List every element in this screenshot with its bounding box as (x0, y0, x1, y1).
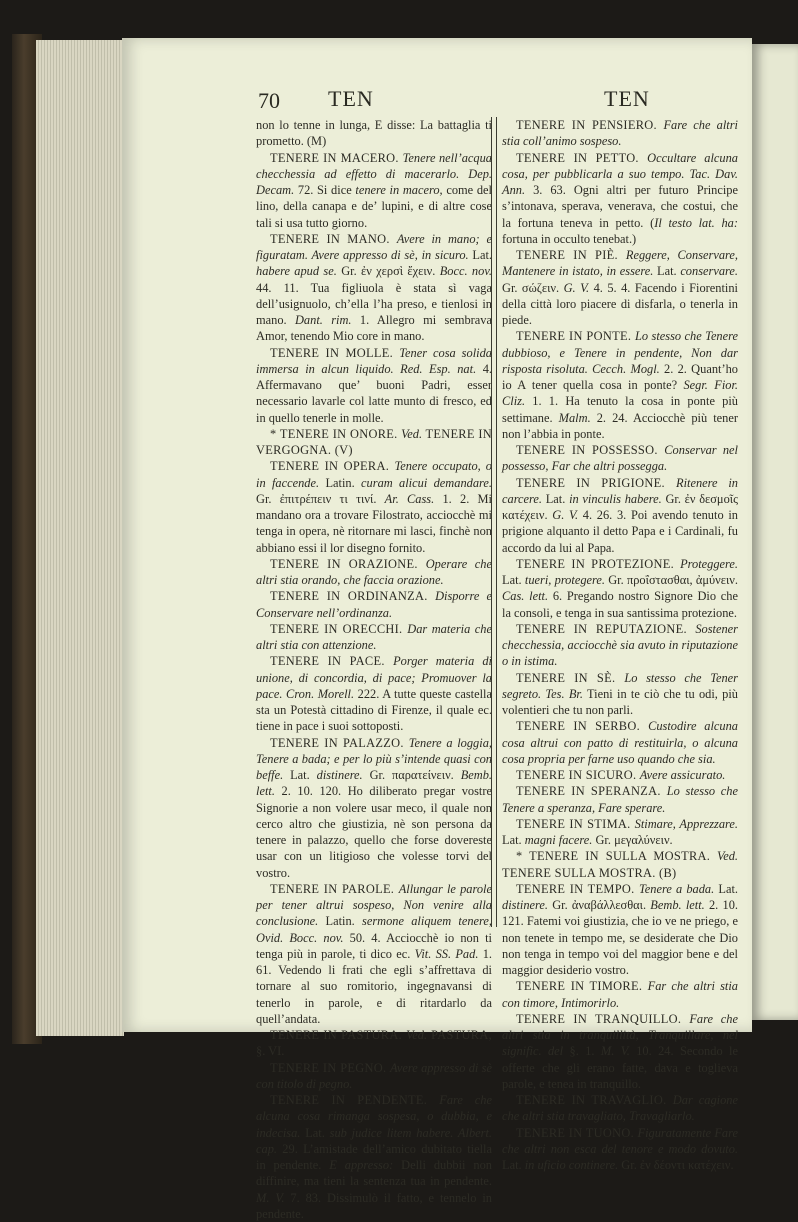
dictionary-entry (256, 1060, 492, 1093)
entry-text: Lat. (502, 1158, 525, 1172)
entry-definition: Lo stesso che Tenere dubbioso, e Tenere in pendente, Non dar risposta risoluta. Cecch. Mogl. (502, 329, 738, 376)
entry-definition: Ved. (717, 849, 738, 864)
entry-text: Latin. (318, 914, 363, 929)
entry-headword: TENERE IN PEGNO. (270, 1060, 391, 1075)
entry-headword: TENERE IN ORECCHI. (270, 621, 408, 636)
page-edges (36, 40, 124, 1036)
entry-text: come del lino, della canapa e de’ lupini, e di altre cose tali si usa tutto giorno. (256, 183, 492, 230)
entry-definition: Fare che altri stia in tranquillità, Tranquillare, nel signific. del (502, 1011, 739, 1059)
dictionary-entry (256, 1092, 492, 1222)
entry-text: 1. 61. Vedendo li frati che egli s’affrettava di tornare al suo romitorio, ingegnavansi di tenerlo in parole, e di ritardarlo da quell’andata. (256, 946, 492, 1026)
entry-definition: Figuratamente Fare che altri non esca del tenore e modo dovuto. (502, 1125, 738, 1156)
entry-definition: curam alicui demandare. (361, 475, 492, 490)
dictionary-entry (256, 881, 492, 1027)
entry-headword: TENERE IN TIMORE. (516, 979, 648, 994)
entry-text: Gr. ἐν χερσὶ ἔχειν. (336, 264, 440, 279)
entry-text: Lat. (653, 264, 681, 279)
entry-text: Delli dubbii non diffinire, ma tieni la sentenza tua in pendente. (256, 1158, 492, 1189)
entry-headword: TENERE IN OPERA. (270, 459, 395, 474)
dictionary-entry (502, 556, 738, 621)
running-head-right: TEN (604, 86, 650, 111)
entry-text: Lat. (542, 491, 570, 506)
entry-headword: TENERE IN ORDINANZA. (270, 589, 436, 604)
dictionary-entry (502, 848, 738, 881)
entry-headword: TENERE IN VERGOGNA. (V) (256, 426, 492, 457)
entry-headword: TENERE IN PASTURA. (270, 1028, 407, 1042)
dictionary-entry (256, 588, 492, 621)
entry-text: 7. 83. Dissimulò il fatto, e tennelo in pendente. (256, 1190, 492, 1221)
entry-definition: Bocc. nov. (439, 264, 492, 279)
entry-headword: TENERE IN PONTE. (516, 329, 635, 344)
entry-definition: E appresso: (329, 1158, 394, 1172)
entry-definition: in uficio continere. (524, 1158, 619, 1172)
entry-text: Gr. ἐπιτρέπειν τι τινί. (256, 491, 385, 506)
entry-definition: tenere in macero, (355, 183, 443, 197)
entry-definition: Ved. (406, 1028, 428, 1042)
entry-definition: Allungar le parole per tener altrui sospeso, Non venire alla conclusione. (256, 881, 492, 929)
entry-definition: Ved. (401, 426, 423, 441)
dictionary-entry (502, 978, 738, 1011)
column-divider (491, 117, 497, 927)
entry-text: 2. 10. 120. Ho diliberato pregar vostre Signorie a non volere usar meco, il quale non cerco altro che giustizia, nè son persona da tenere in palazzo, quello che forse dovereste usar con un litigioso che volesse torvi del vostro. (256, 784, 492, 880)
entry-headword: TENERE IN TUONO. (516, 1125, 638, 1140)
entry-definition: Dant. rim. (294, 313, 352, 327)
entry-definition: Disporre e Conservare nell’ordinanza. (256, 589, 492, 620)
entry-definition: Tener cosa solida immersa in alcun liquido. Red. Esp. nat. (256, 345, 492, 376)
entry-headword: TENERE IN SICURO. (516, 768, 640, 782)
entry-definition: conservare. (680, 264, 738, 279)
entry-headword: TENERE IN POSSESSO. (516, 443, 665, 457)
entry-text: Lat. (502, 573, 525, 587)
dictionary-entry (256, 621, 492, 654)
entry-definition: Avere appresso di sè con titolo di pegno. (256, 1060, 492, 1091)
dictionary-entry (256, 556, 492, 589)
entry-definition: sub judice litem habere. Albert. cap. (256, 1125, 493, 1156)
entry-definition: habere apud se. (256, 264, 337, 279)
entry-text: Gr. ἐν δεσμοῖς κατέχειν. (502, 491, 739, 522)
entry-text: 1. 1. Ha tenuto la cosa in ponte più settimane. (502, 394, 738, 425)
entry-headword: TENERE SULLA MOSTRA. (B) (502, 865, 677, 880)
entry-definition: Conservar nel possesso, Far che altri possegga. (502, 443, 738, 474)
dictionary-entry (502, 621, 738, 670)
entry-headword: TENERE IN PROTEZIONE. (516, 556, 681, 571)
dictionary-entry (502, 150, 738, 248)
entry-definition: Vit. SS. Pad. (414, 946, 479, 961)
entry-text: 2. 24. Acciocchè più tener non l’abbia in ponte. (502, 410, 738, 441)
entry-headword: TENERE IN PENDENTE. (270, 1093, 440, 1107)
dictionary-entry (256, 150, 492, 231)
entry-definition: Lo stesso che Tener segreto. Tes. Br. (502, 670, 738, 701)
entry-text: Gr. σώζειν. (502, 280, 564, 295)
entry-definition: Bemb. lett. (256, 768, 493, 799)
dictionary-entry (502, 670, 738, 719)
entry-text: 72. Si dice (294, 183, 356, 197)
dictionary-entry (502, 1092, 738, 1125)
entry-text: 4. 5. 4. Facendo i Fiorentini della città loro piacere di disfarla, o tenerla in piede. (502, 280, 738, 327)
entry-text: 1. 2. Mi mandano ora a trovare Filostrato, acciocchè mi tenga in opera, nè ritornare mi lasci, finchè non abbiano essi il lor disegno fornito. (256, 491, 493, 555)
dictionary-entry (256, 653, 492, 734)
entry-definition: G. V. (563, 280, 590, 295)
entry-definition: Avere in mano; e figuratam. Avere appresso di sè, in sicuro. (256, 231, 492, 262)
right-column (502, 117, 738, 1173)
entry-definition: distinere. (502, 898, 548, 912)
entry-text: Lat. (502, 833, 525, 847)
dictionary-entry (502, 475, 738, 556)
entry-definition: magni facere. (524, 833, 593, 847)
entry-headword: TENERE IN TRAVAGLIO. (516, 1093, 673, 1107)
entry-text: Tieni in te ciò che tu odi, più volentieri che tu non parli. (502, 686, 738, 717)
entry-definition: distinere. (316, 768, 363, 782)
entry-headword: TENERE IN MANO. (270, 231, 397, 246)
entry-definition: in vinculis habere. (569, 491, 662, 506)
entry-text: 4. 26. 3. Poi avendo tenuto in prigione alquanto il detto Papa e i Cardinali, fu accordo da lui al Papa. (502, 508, 738, 555)
running-head-left: TEN (328, 86, 374, 111)
entry-definition: G. V. (552, 508, 579, 522)
entry-definition: Lo stesso che Tenere a speranza, Fare sperare. (502, 784, 738, 815)
entry-definition: sermone aliquem tenere, Ovid. Bocc. nov. (256, 914, 492, 945)
entry-text: 29. L’amistade dell’amico dubitato tiella in pendente. (256, 1141, 492, 1172)
entry-text: 10. 24. Secondo le offerte che gli erano fatte, dava e toglieva parole, e tenea in tranquillo. (502, 1044, 738, 1091)
entry-definition: Fare che alcuna cosa rimanga sospesa, o dubbia, e indecisa. (256, 1093, 492, 1140)
entry-headword: TENERE IN PRIGIONE. (516, 475, 676, 490)
entry-headword: TENERE IN PACE. (270, 654, 394, 669)
dictionary-entry (256, 426, 492, 459)
dictionary-entry (502, 767, 738, 783)
entry-headword: TENERE IN PALAZZO. (270, 735, 409, 750)
dictionary-entry (502, 117, 738, 150)
entry-definition: Occultare alcuna cosa, per pubblicarla a suo tempo. Tac. Dav. Ann. (502, 150, 739, 197)
page-number: 70 (258, 88, 280, 113)
entry-headword: TENERE IN SPERANZA. (516, 784, 667, 799)
dictionary-entry (502, 1011, 738, 1092)
entry-text: 50. 4. Acciocchè io non ti tenga più in parole, ti dico ec. (256, 930, 492, 961)
entry-text: Lat. (300, 1125, 330, 1140)
entry-text: §. 1. (563, 1044, 601, 1059)
entry-headword: TENERE IN ORAZIONE. (270, 556, 426, 571)
entry-text: §. VI. (256, 1044, 285, 1059)
entry-text: Latin. (319, 475, 362, 490)
dictionary-entry (502, 442, 738, 475)
entry-definition: Segr. Fior. Cliz. (502, 378, 738, 409)
entry-definition: tueri, protegere. (524, 573, 605, 587)
entry-text: Lat. (714, 881, 738, 896)
entry-definition: Far che altri stia con timore, Intimorirlo. (502, 979, 739, 1010)
entry-definition: M. V. (256, 1190, 285, 1205)
entry-definition: Operare che altri stia orando, che faccia orazione. (256, 556, 492, 587)
dictionary-entry (256, 1027, 492, 1060)
entry-definition: Dar cagione che altri stia travagliato, Travagliarlo. (502, 1093, 738, 1124)
entry-text: 222. A tutte queste castella sta un Potestà cittadino di Firenze, il quale ec. tiene in pace i suoi sottoposti. (256, 686, 492, 734)
entry-headword: * TENERE IN SULLA MOSTRA. (516, 849, 717, 864)
entry-definition: Avere assicurato. (639, 768, 726, 782)
entry-text: fortuna in occulto tenebat.) (502, 231, 637, 246)
entry-definition: Tenere occupato, o in faccende. (256, 459, 492, 490)
dictionary-entry (502, 1125, 738, 1174)
entry-headword: PASTURA, (427, 1028, 492, 1042)
next-page-edge (752, 44, 798, 1020)
entry-text: Gr. μεγαλύνειν. (592, 833, 673, 847)
entry-definition: Porger materia di unione, di concordia, di pace; Promuover la pace. Cron. Morell. (256, 654, 492, 701)
entry-definition: M. V. (600, 1044, 630, 1059)
entry-definition: Tenere a bada. (639, 881, 715, 896)
entry-definition: Il testo lat. ha: (654, 215, 738, 230)
entry-headword: TENERE IN PIÈ. (516, 248, 626, 262)
dictionary-entry (502, 328, 738, 442)
entry-headword: TENERE IN PAROLE. (270, 881, 399, 896)
entry-headword: TENERE IN SÈ. (516, 670, 625, 685)
entry-headword: TENERE IN REPUTAZIONE. (516, 621, 696, 636)
entry-text: 44. 11. Tua figliuola è stata sì vaga dell’usignuolo, ch’ella l’ha preso, e tienlosi in mano. (256, 280, 492, 327)
entry-headword: TENERE IN STIMA. (516, 816, 635, 831)
entry-text: Gr. ἐν δέοντι κατέχειν. (618, 1158, 734, 1172)
dictionary-entry (256, 458, 492, 556)
entry-definition: Tenere nell’acqua checchessia ad effetto di macerarlo. Dep. Decam. (256, 150, 492, 197)
entry-definition: Sostener checchessia, acciocchè sia avuto in riputazione o in istima. (502, 621, 738, 669)
entry-definition: Stimare, Apprezzare. (634, 816, 738, 831)
entry-headword: TENERE IN MOLLE. (270, 345, 400, 360)
entry-text: non lo tenne in lunga, E disse: La battaglia ti prometto. (M) (256, 118, 492, 149)
entry-definition: Reggere, Conservare, Mantenere in istato, in essere. (502, 248, 738, 279)
entry-definition: Custodire alcuna cosa altrui con patto di restituirla, o alcuna cosa propria per farne uso quando che sia. (502, 719, 738, 766)
entry-text: 2. 2. Quant’ho io A tener quella cosa in ponte? (502, 361, 738, 392)
entry-definition: Dar materia che altri stia con attenzione. (256, 621, 492, 652)
entry-headword: TENERE IN PENSIERO. (516, 118, 664, 132)
dictionary-entry (502, 247, 738, 328)
dictionary-entry (256, 231, 492, 345)
entry-text: Gr. ἀναβάλλεσθαι. (548, 898, 651, 912)
dictionary-entry (502, 718, 738, 767)
entry-headword: TENERE IN SERBO. (516, 719, 649, 734)
entry-headword: TENERE IN TEMPO. (516, 881, 640, 896)
entry-text: 6. Pregando nostro Signore Dio che la consoli, e tenga in sua santissima protezione. (502, 589, 738, 620)
entry-headword: * TENERE IN ONORE. (270, 426, 402, 441)
entry-definition: Malm. (558, 410, 591, 425)
entry-definition: Bemb. lett. (650, 898, 705, 912)
entry-text: 4. Affermavano que’ buoni Padri, esser necessario lavarle col latte munto di fresco, ed in quello tenerle in molle. (256, 361, 492, 425)
entry-definition: Tenere a loggia, Tenere a bada; e per lo più s’intende quasi con beffe. (256, 735, 492, 782)
entry-headword: TENERE IN MACERO. (270, 150, 403, 165)
entry-text: Gr. προΐστασθαι, ἀμύνειν. (604, 573, 738, 587)
dictionary-entry (502, 783, 738, 816)
entry-text: 3. 63. Ogni altri per futuro Principe s’intonava, sperava, venerava, che costui, che la fortuna teneva in petto. ( (502, 183, 738, 230)
entry-text: Lat. (468, 248, 492, 262)
entry-headword: TENERE IN TRANQUILLO. (516, 1011, 690, 1026)
entry-definition: Cas. lett. (502, 589, 549, 604)
entry-headword: TENERE IN PETTO. (516, 150, 648, 165)
entry-definition: Ar. Cass. (384, 491, 435, 506)
dictionary-entry (256, 117, 492, 150)
entry-text: Gr. παρατείνειν. (362, 768, 461, 782)
entry-text: Lat. (283, 768, 317, 782)
dictionary-entry (502, 816, 738, 849)
entry-text: 1. Allegro mi sembrava Amor, tenendo Mio core in mano. (256, 313, 492, 344)
entry-definition: Fare che altri stia coll’animo sospeso. (502, 118, 738, 149)
dictionary-entry (256, 345, 492, 426)
entry-text: 2. 10. 121. Fatemi voi giustizia, che io ve ne priego, e non tenete in tempo me, se desiderate che Dio non tenga in tempo voi del maggior bene e del maggior desiderio vostro. (502, 898, 738, 977)
entry-definition: Ritenere in carcere. (502, 475, 738, 506)
dictionary-entry (256, 735, 492, 881)
entry-definition: Proteggere. (680, 556, 738, 571)
left-column (256, 117, 492, 1222)
dictionary-entry (502, 881, 738, 979)
